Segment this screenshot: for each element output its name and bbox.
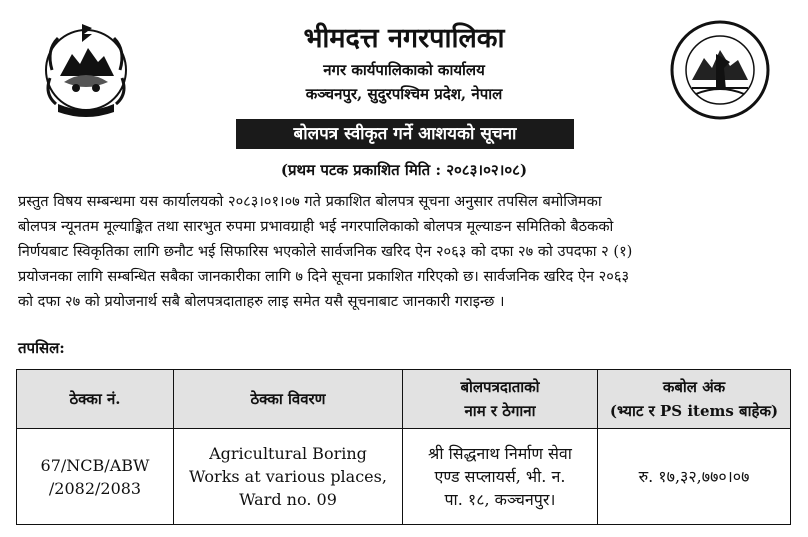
office-name: नगर कार्यपालिकाको कार्यालय bbox=[323, 61, 485, 79]
address: कञ्चनपुर, सुदुरपश्चिम प्रदेश, नेपाल bbox=[305, 85, 503, 103]
details-label: तपसिल: bbox=[18, 339, 65, 357]
body-line: को दफा २७ को प्रयोजनार्थ सबै बोलपत्रदाताहरु लाइ समेत यसै सूचनाबाट जानकारी गराइन्छ । bbox=[18, 293, 505, 310]
notice-body bbox=[18, 189, 790, 314]
municipality-name: भीमदत्त नगरपालिका bbox=[303, 23, 505, 54]
cell-contract-no: 67/NCB/ABW /2082/2083 bbox=[17, 429, 174, 525]
body-line: बोलपत्र न्यूनतम मूल्याङ्कित तथा सारभुत रुपमा प्रभावग्राही भई नगरपालिकाको बोलपत्र मूल्याङन समितिको बैठकको bbox=[18, 218, 614, 235]
body-line: प्रयोजनका लागि सम्बन्धित सबैका जानकारीका लागि ७ दिने सूचना प्रकाशित गरिएको छ। सार्वजनिक खरिद ऐन २०६३ bbox=[18, 268, 630, 285]
notice-title: बोलपत्र स्वीकृत गर्ने आशयको सूचना bbox=[236, 119, 574, 149]
header-bidder: बोलपत्रदाताको नाम र ठेगाना bbox=[403, 370, 598, 429]
table-header-row bbox=[17, 370, 791, 429]
body-line: प्रस्तुत विषय सम्बन्धमा यस कार्यालयको २०८३।०१।०७ गते प्रकाशित बोलपत्र सूचना अनुसार तपसिल बमोजिमका bbox=[18, 193, 602, 210]
body-line: निर्णयबाट स्विकृतिका लागि छनौट भई सिफारिस भएकोले सार्वजनिक खरिद ऐन २०६३ को दफा २७ को उपदफा २ (१) bbox=[18, 243, 633, 260]
cell-description: Agricultural Boring Works at various places, Ward no. 09 bbox=[174, 429, 403, 525]
header-amount: कबोल अंक (भ्याट र PS items बाहेक) bbox=[598, 370, 791, 429]
header-description: ठेक्का विवरण bbox=[174, 370, 403, 429]
contract-table bbox=[16, 369, 791, 525]
header-contract-no: ठेक्का नं. bbox=[17, 370, 174, 429]
publication-date-line: (प्रथम पटक प्रकाशित मिति : २०८३।०२।०८) bbox=[280, 161, 528, 179]
cell-amount: रु. १७,३२,७७०।०७ bbox=[598, 429, 791, 525]
table-row bbox=[17, 429, 791, 525]
cell-bidder: श्री सिद्धनाथ निर्माण सेवा एण्ड सप्लायर्स, भी. न. पा. १८, कञ्चनपुर। bbox=[403, 429, 598, 525]
